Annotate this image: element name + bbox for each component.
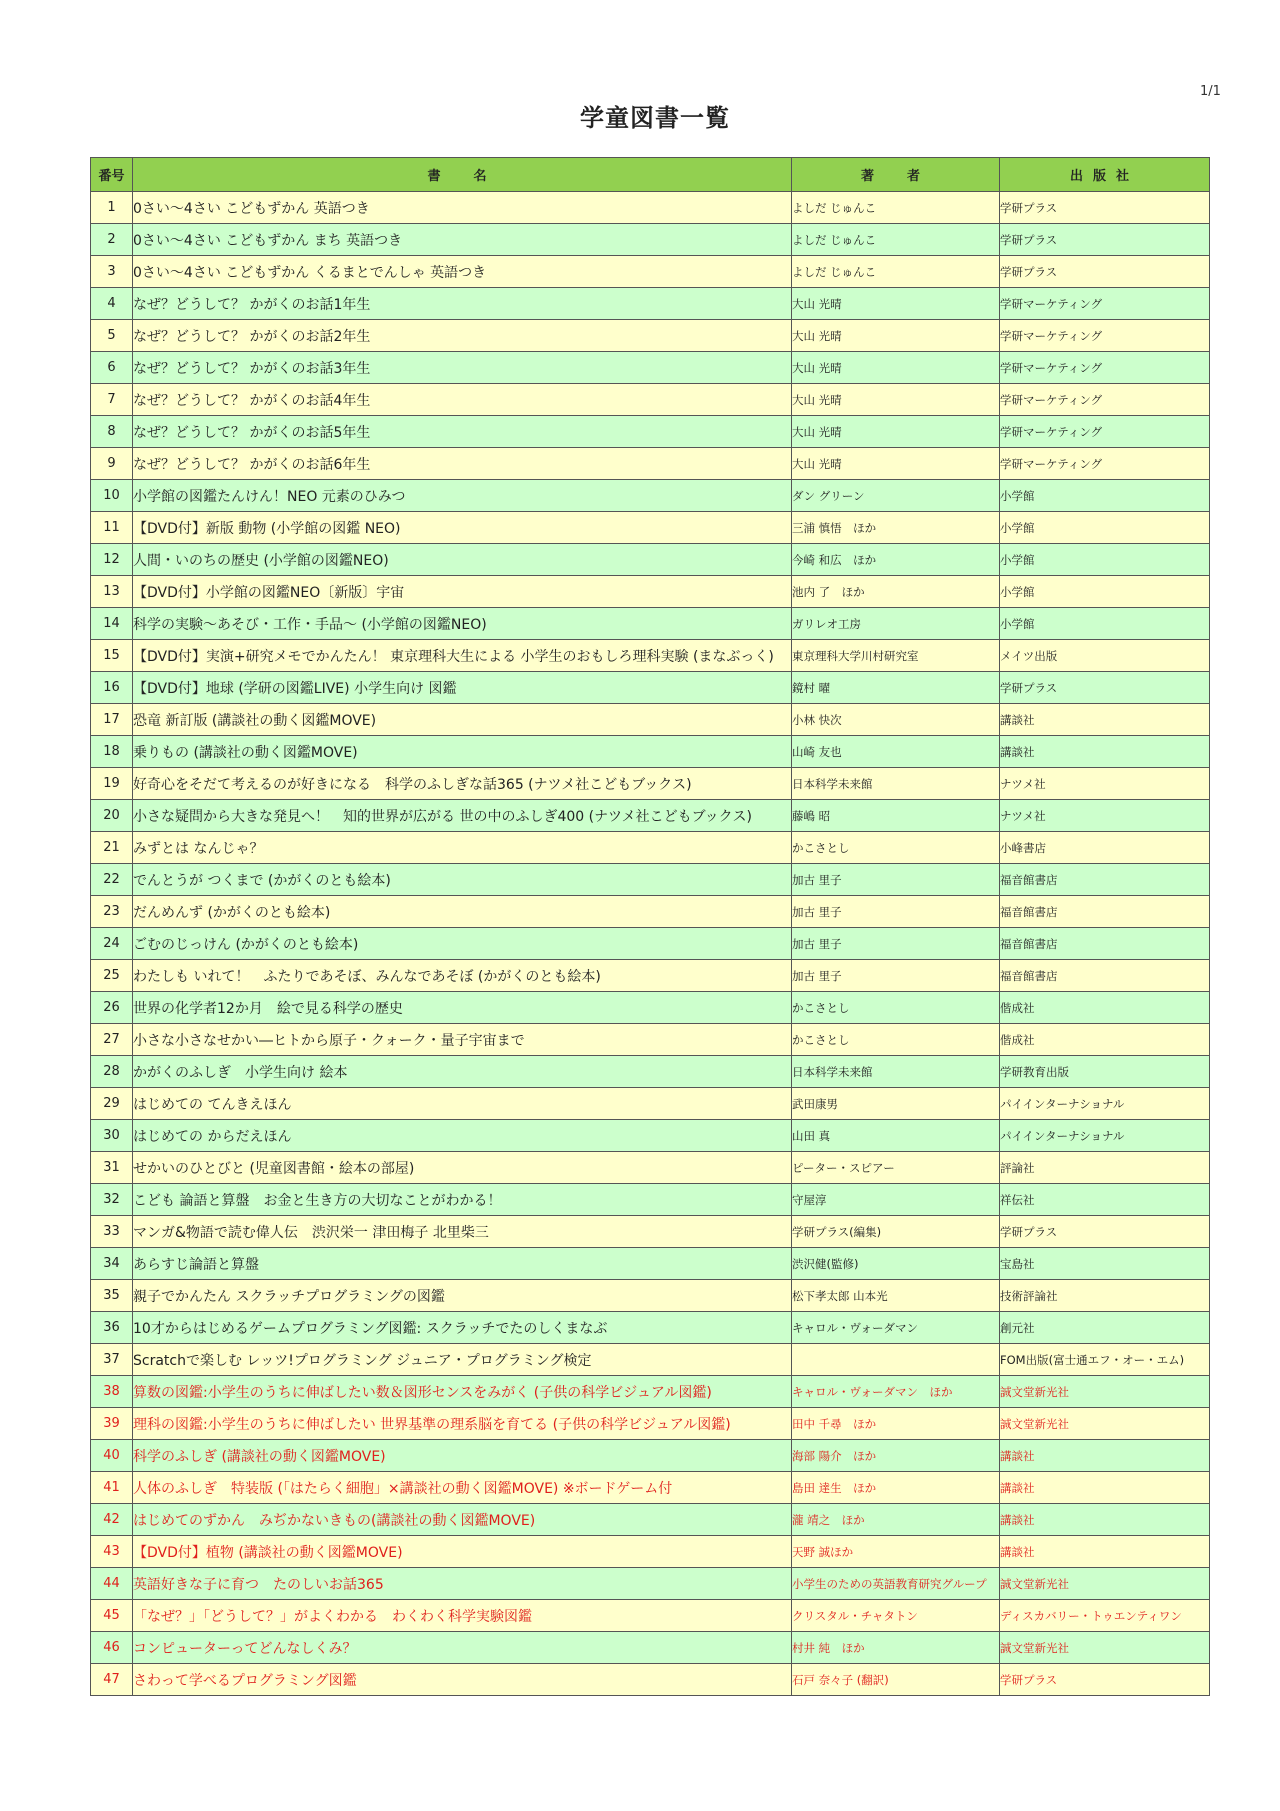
cell-author: ピーター・スピアー — [792, 1152, 1000, 1184]
cell-publisher: FOM出版(富士通エフ・オー・エム) — [1000, 1344, 1210, 1376]
cell-number: 10 — [91, 480, 133, 512]
cell-author: 守屋淳 — [792, 1184, 1000, 1216]
cell-author: 加古 里子 — [792, 864, 1000, 896]
cell-number: 19 — [91, 768, 133, 800]
table-row — [91, 256, 1210, 288]
cell-publisher: 誠文堂新光社 — [1000, 1408, 1210, 1440]
cell-number: 26 — [91, 992, 133, 1024]
table-row — [91, 1184, 1210, 1216]
table-row — [91, 1504, 1210, 1536]
table-row — [91, 960, 1210, 992]
cell-book-title: はじめてのずかん みぢかないきもの(講談社の動く図鑑MOVE) — [133, 1504, 792, 1536]
cell-number: 9 — [91, 448, 133, 480]
table-body — [91, 192, 1210, 1696]
table-row — [91, 1312, 1210, 1344]
cell-author: クリスタル・チャタトン — [792, 1600, 1000, 1632]
cell-publisher: 学研マーケティング — [1000, 320, 1210, 352]
cell-number: 4 — [91, 288, 133, 320]
cell-publisher: 創元社 — [1000, 1312, 1210, 1344]
cell-author: 渋沢健(監修) — [792, 1248, 1000, 1280]
cell-number: 1 — [91, 192, 133, 224]
cell-book-title: こども 論語と算盤 お金と生き方の大切なことがわかる！ — [133, 1184, 792, 1216]
cell-publisher: 小学館 — [1000, 512, 1210, 544]
cell-book-title: Scratchで楽しむ レッツ!プログラミング ジュニア・プログラミング検定 — [133, 1344, 792, 1376]
table-row — [91, 1568, 1210, 1600]
cell-book-title: 人体のふしぎ 特装版 (「はたらく細胞」×講談社の動く図鑑MOVE) ※ボードゲーム付 — [133, 1472, 792, 1504]
cell-author: かこさとし — [792, 992, 1000, 1024]
cell-book-title: 【DVD付】実演+研究メモでかんたん！ 東京理科大生による 小学生のおもしろ理科実験 (まなぶっく) — [133, 640, 792, 672]
cell-author: 大山 光晴 — [792, 384, 1000, 416]
cell-publisher: 講談社 — [1000, 1504, 1210, 1536]
cell-publisher: 小学館 — [1000, 544, 1210, 576]
cell-publisher: 偕成社 — [1000, 992, 1210, 1024]
cell-book-title: 乗りもの (講談社の動く図鑑MOVE) — [133, 736, 792, 768]
cell-author: 大山 光晴 — [792, 448, 1000, 480]
cell-publisher: 学研教育出版 — [1000, 1056, 1210, 1088]
cell-author: 加古 里子 — [792, 960, 1000, 992]
cell-number: 35 — [91, 1280, 133, 1312]
table-row — [91, 1408, 1210, 1440]
cell-author: 山崎 友也 — [792, 736, 1000, 768]
cell-publisher: 学研プラス — [1000, 224, 1210, 256]
table-row — [91, 384, 1210, 416]
cell-number: 31 — [91, 1152, 133, 1184]
cell-number: 13 — [91, 576, 133, 608]
table-row — [91, 1024, 1210, 1056]
cell-publisher: 小峰書店 — [1000, 832, 1210, 864]
cell-publisher: 学研マーケティング — [1000, 448, 1210, 480]
cell-publisher: ナツメ社 — [1000, 800, 1210, 832]
cell-number: 6 — [91, 352, 133, 384]
table-row — [91, 416, 1210, 448]
cell-publisher: 学研マーケティング — [1000, 288, 1210, 320]
cell-author: 武田康男 — [792, 1088, 1000, 1120]
cell-publisher: 学研プラス — [1000, 1664, 1210, 1696]
cell-number: 24 — [91, 928, 133, 960]
cell-publisher: 講談社 — [1000, 1536, 1210, 1568]
cell-book-title: はじめての てんきえほん — [133, 1088, 792, 1120]
cell-publisher: 小学館 — [1000, 576, 1210, 608]
table-row — [91, 1344, 1210, 1376]
cell-author: 日本科学未来館 — [792, 1056, 1000, 1088]
cell-publisher: 誠文堂新光社 — [1000, 1632, 1210, 1664]
cell-publisher: 学研プラス — [1000, 672, 1210, 704]
cell-publisher: 講談社 — [1000, 704, 1210, 736]
cell-number: 44 — [91, 1568, 133, 1600]
table-header-row — [91, 158, 1210, 192]
cell-number: 39 — [91, 1408, 133, 1440]
table-row — [91, 608, 1210, 640]
cell-book-title: 小さな疑問から大きな発見へ！ 知的世界が広がる 世の中のふしぎ400 (ナツメ社こどもブックス) — [133, 800, 792, 832]
cell-book-title: かがくのふしぎ 小学生向け 絵本 — [133, 1056, 792, 1088]
cell-book-title: なぜ？どうして？ かがくのお話3年生 — [133, 352, 792, 384]
cell-author: 海部 陽介 ほか — [792, 1440, 1000, 1472]
cell-number: 20 — [91, 800, 133, 832]
cell-publisher: 学研プラス — [1000, 256, 1210, 288]
cell-publisher: ナツメ社 — [1000, 768, 1210, 800]
cell-number: 42 — [91, 1504, 133, 1536]
cell-book-title: なぜ？どうして？ かがくのお話4年生 — [133, 384, 792, 416]
cell-book-title: はじめての からだえほん — [133, 1120, 792, 1152]
table-row — [91, 1376, 1210, 1408]
cell-book-title: 科学の実験～あそび・工作・手品～ (小学館の図鑑NEO) — [133, 608, 792, 640]
cell-publisher: 宝島社 — [1000, 1248, 1210, 1280]
table-row — [91, 640, 1210, 672]
cell-publisher: 学研マーケティング — [1000, 384, 1210, 416]
cell-book-title: 【DVD付】小学館の図鑑NEO〔新版〕宇宙 — [133, 576, 792, 608]
cell-author: 大山 光晴 — [792, 288, 1000, 320]
page-number: 1/1 — [1200, 84, 1221, 99]
cell-publisher: 祥伝社 — [1000, 1184, 1210, 1216]
table-row — [91, 704, 1210, 736]
cell-author: かこさとし — [792, 1024, 1000, 1056]
table-row — [91, 320, 1210, 352]
cell-publisher: 福音館書店 — [1000, 896, 1210, 928]
cell-book-title: 親子でかんたん スクラッチプログラミングの図鑑 — [133, 1280, 792, 1312]
cell-author: 小学生のための英語教育研究グループ — [792, 1568, 1000, 1600]
table-row — [91, 512, 1210, 544]
cell-book-title: 【DVD付】地球 (学研の図鑑LIVE) 小学生向け 図鑑 — [133, 672, 792, 704]
cell-number: 33 — [91, 1216, 133, 1248]
header-author: 著 者 — [792, 158, 1000, 192]
cell-number: 32 — [91, 1184, 133, 1216]
header-book-title: 書 名 — [133, 158, 792, 192]
cell-number: 37 — [91, 1344, 133, 1376]
cell-number: 38 — [91, 1376, 133, 1408]
cell-author: 松下孝太郎 山本光 — [792, 1280, 1000, 1312]
cell-book-title: 【DVD付】植物 (講談社の動く図鑑MOVE) — [133, 1536, 792, 1568]
cell-book-title: 好奇心をそだて考えるのが好きになる 科学のふしぎな話365 (ナツメ社こどもブックス) — [133, 768, 792, 800]
table-row — [91, 672, 1210, 704]
cell-author: 藤嶋 昭 — [792, 800, 1000, 832]
table-row — [91, 1280, 1210, 1312]
table-row — [91, 1600, 1210, 1632]
header-publisher: 出版社 — [1000, 158, 1210, 192]
cell-author: 村井 純 ほか — [792, 1632, 1000, 1664]
table-row — [91, 768, 1210, 800]
cell-publisher: 福音館書店 — [1000, 928, 1210, 960]
cell-number: 22 — [91, 864, 133, 896]
cell-publisher: 学研プラス — [1000, 192, 1210, 224]
table-row — [91, 288, 1210, 320]
table-row — [91, 736, 1210, 768]
cell-publisher: 福音館書店 — [1000, 960, 1210, 992]
table-row — [91, 1472, 1210, 1504]
cell-book-title: 世界の化学者12か月 絵で見る科学の歴史 — [133, 992, 792, 1024]
cell-publisher: 技術評論社 — [1000, 1280, 1210, 1312]
cell-publisher: 小学館 — [1000, 480, 1210, 512]
cell-publisher: 学研プラス — [1000, 1216, 1210, 1248]
cell-author: よしだ じゅんこ — [792, 192, 1000, 224]
cell-book-title: あらすじ論語と算盤 — [133, 1248, 792, 1280]
cell-number: 46 — [91, 1632, 133, 1664]
cell-publisher: 講談社 — [1000, 736, 1210, 768]
cell-publisher: パイインターナショナル — [1000, 1088, 1210, 1120]
cell-number: 15 — [91, 640, 133, 672]
cell-publisher: ディスカバリー・トゥエンティワン — [1000, 1600, 1210, 1632]
header-number: 番号 — [91, 158, 133, 192]
cell-book-title: でんとうが つくまで (かがくのとも絵本) — [133, 864, 792, 896]
table-row — [91, 1152, 1210, 1184]
page-title: 学童図書一覧 — [580, 104, 730, 132]
cell-book-title: 理科の図鑑:小学生のうちに伸ばしたい 世界基準の理系脳を育てる (子供の科学ビジュアル図鑑) — [133, 1408, 792, 1440]
cell-author: よしだ じゅんこ — [792, 256, 1000, 288]
table-row — [91, 1632, 1210, 1664]
cell-book-title: 0さい～4さい こどもずかん くるまとでんしゃ 英語つき — [133, 256, 792, 288]
cell-book-title: わたしも いれて！ ふたりであそぼ、みんなであそぼ (かがくのとも絵本) — [133, 960, 792, 992]
table-row — [91, 1248, 1210, 1280]
cell-book-title: みずとは なんじゃ？ — [133, 832, 792, 864]
table-row — [91, 1056, 1210, 1088]
cell-number: 29 — [91, 1088, 133, 1120]
cell-author: 今崎 和広 ほか — [792, 544, 1000, 576]
cell-author: 島田 達生 ほか — [792, 1472, 1000, 1504]
cell-author: ガリレオ工房 — [792, 608, 1000, 640]
table-row — [91, 992, 1210, 1024]
cell-publisher: 講談社 — [1000, 1472, 1210, 1504]
cell-book-title: 人間・いのちの歴史 (小学館の図鑑NEO) — [133, 544, 792, 576]
cell-author: 学研プラス(編集) — [792, 1216, 1000, 1248]
cell-number: 40 — [91, 1440, 133, 1472]
cell-publisher: パイインターナショナル — [1000, 1120, 1210, 1152]
cell-author: 田中 千尋 ほか — [792, 1408, 1000, 1440]
cell-author: よしだ じゅんこ — [792, 224, 1000, 256]
cell-book-title: なぜ？どうして？ かがくのお話5年生 — [133, 416, 792, 448]
cell-author: キャロル・ヴォーダマン ほか — [792, 1376, 1000, 1408]
table-row — [91, 224, 1210, 256]
cell-publisher: 小学館 — [1000, 608, 1210, 640]
table-row — [91, 576, 1210, 608]
cell-number: 16 — [91, 672, 133, 704]
cell-book-title: 0さい～4さい こどもずかん まち 英語つき — [133, 224, 792, 256]
cell-book-title: 0さい～4さい こどもずかん 英語つき — [133, 192, 792, 224]
cell-book-title: コンピューターってどんなしくみ？ — [133, 1632, 792, 1664]
table-row — [91, 480, 1210, 512]
cell-number: 45 — [91, 1600, 133, 1632]
book-list-table — [90, 157, 1210, 1696]
cell-book-title: なぜ？どうして？ かがくのお話1年生 — [133, 288, 792, 320]
cell-author: 大山 光晴 — [792, 320, 1000, 352]
table-row — [91, 352, 1210, 384]
cell-author: 加古 里子 — [792, 896, 1000, 928]
cell-book-title: 恐竜 新訂版 (講談社の動く図鑑MOVE) — [133, 704, 792, 736]
cell-publisher: 評論社 — [1000, 1152, 1210, 1184]
cell-book-title: さわって学べるプログラミング図鑑 — [133, 1664, 792, 1696]
table-row — [91, 800, 1210, 832]
cell-author: 大山 光晴 — [792, 352, 1000, 384]
cell-book-title: 「なぜ？」「どうして？」がよくわかる わくわく科学実験図鑑 — [133, 1600, 792, 1632]
cell-book-title: マンガ&物語で読む偉人伝 渋沢栄一 津田梅子 北里柴三 — [133, 1216, 792, 1248]
cell-number: 17 — [91, 704, 133, 736]
cell-author: かこさとし — [792, 832, 1000, 864]
cell-number: 30 — [91, 1120, 133, 1152]
cell-author: ダン グリーン — [792, 480, 1000, 512]
cell-publisher: メイツ出版 — [1000, 640, 1210, 672]
table-row — [91, 896, 1210, 928]
cell-author: 日本科学未来館 — [792, 768, 1000, 800]
cell-author: 大山 光晴 — [792, 416, 1000, 448]
cell-number: 43 — [91, 1536, 133, 1568]
cell-book-title: 10才からはじめるゲームプログラミング図鑑: スクラッチでたのしくまなぶ — [133, 1312, 792, 1344]
table-row — [91, 544, 1210, 576]
cell-number: 34 — [91, 1248, 133, 1280]
cell-number: 14 — [91, 608, 133, 640]
table-row — [91, 1120, 1210, 1152]
cell-book-title: なぜ？どうして？ かがくのお話6年生 — [133, 448, 792, 480]
cell-book-title: だんめんず (かがくのとも絵本) — [133, 896, 792, 928]
cell-author: 瀧 靖之 ほか — [792, 1504, 1000, 1536]
table-row — [91, 864, 1210, 896]
table-row — [91, 1536, 1210, 1568]
cell-number: 7 — [91, 384, 133, 416]
cell-number: 5 — [91, 320, 133, 352]
table-row — [91, 1216, 1210, 1248]
cell-publisher: 誠文堂新光社 — [1000, 1568, 1210, 1600]
cell-number: 18 — [91, 736, 133, 768]
cell-book-title: なぜ？どうして？ かがくのお話2年生 — [133, 320, 792, 352]
cell-author: 池内 了 ほか — [792, 576, 1000, 608]
cell-author: 三浦 慎悟 ほか — [792, 512, 1000, 544]
cell-publisher: 学研マーケティング — [1000, 352, 1210, 384]
cell-publisher: 講談社 — [1000, 1440, 1210, 1472]
table-row — [91, 1664, 1210, 1696]
cell-number: 8 — [91, 416, 133, 448]
cell-publisher: 偕成社 — [1000, 1024, 1210, 1056]
cell-book-title: 英語好きな子に育つ たのしいお話365 — [133, 1568, 792, 1600]
cell-number: 21 — [91, 832, 133, 864]
table-row — [91, 448, 1210, 480]
cell-book-title: 小さな小さなせかい―ヒトから原子・クォーク・量子宇宙まで — [133, 1024, 792, 1056]
cell-publisher: 福音館書店 — [1000, 864, 1210, 896]
cell-author: 東京理科大学川村研究室 — [792, 640, 1000, 672]
cell-book-title: ごむのじっけん (かがくのとも絵本) — [133, 928, 792, 960]
cell-publisher: 学研マーケティング — [1000, 416, 1210, 448]
cell-number: 27 — [91, 1024, 133, 1056]
cell-number: 3 — [91, 256, 133, 288]
cell-book-title: せかいのひとびと (児童図書館・絵本の部屋) — [133, 1152, 792, 1184]
cell-book-title: 算数の図鑑:小学生のうちに伸ばしたい数＆図形センスをみがく (子供の科学ビジュアル図鑑) — [133, 1376, 792, 1408]
cell-author: 山田 真 — [792, 1120, 1000, 1152]
cell-author: 天野 誠ほか — [792, 1536, 1000, 1568]
cell-number: 28 — [91, 1056, 133, 1088]
cell-publisher: 誠文堂新光社 — [1000, 1376, 1210, 1408]
cell-author: 石戸 奈々子 (翻訳) — [792, 1664, 1000, 1696]
cell-author: 小林 快次 — [792, 704, 1000, 736]
cell-author — [792, 1344, 1000, 1376]
cell-author: キャロル・ヴォーダマン — [792, 1312, 1000, 1344]
cell-author: 加古 里子 — [792, 928, 1000, 960]
cell-book-title: 科学のふしぎ (講談社の動く図鑑MOVE) — [133, 1440, 792, 1472]
cell-book-title: 小学館の図鑑たんけん！NEO 元素のひみつ — [133, 480, 792, 512]
cell-number: 2 — [91, 224, 133, 256]
cell-number: 25 — [91, 960, 133, 992]
table-row — [91, 1440, 1210, 1472]
cell-number: 41 — [91, 1472, 133, 1504]
table-row — [91, 1088, 1210, 1120]
cell-book-title: 【DVD付】新版 動物 (小学館の図鑑 NEO) — [133, 512, 792, 544]
table-row — [91, 928, 1210, 960]
cell-number: 11 — [91, 512, 133, 544]
cell-number: 23 — [91, 896, 133, 928]
table-row — [91, 192, 1210, 224]
cell-number: 12 — [91, 544, 133, 576]
cell-number: 47 — [91, 1664, 133, 1696]
cell-number: 36 — [91, 1312, 133, 1344]
cell-author: 鏡村 曜 — [792, 672, 1000, 704]
table-row — [91, 832, 1210, 864]
